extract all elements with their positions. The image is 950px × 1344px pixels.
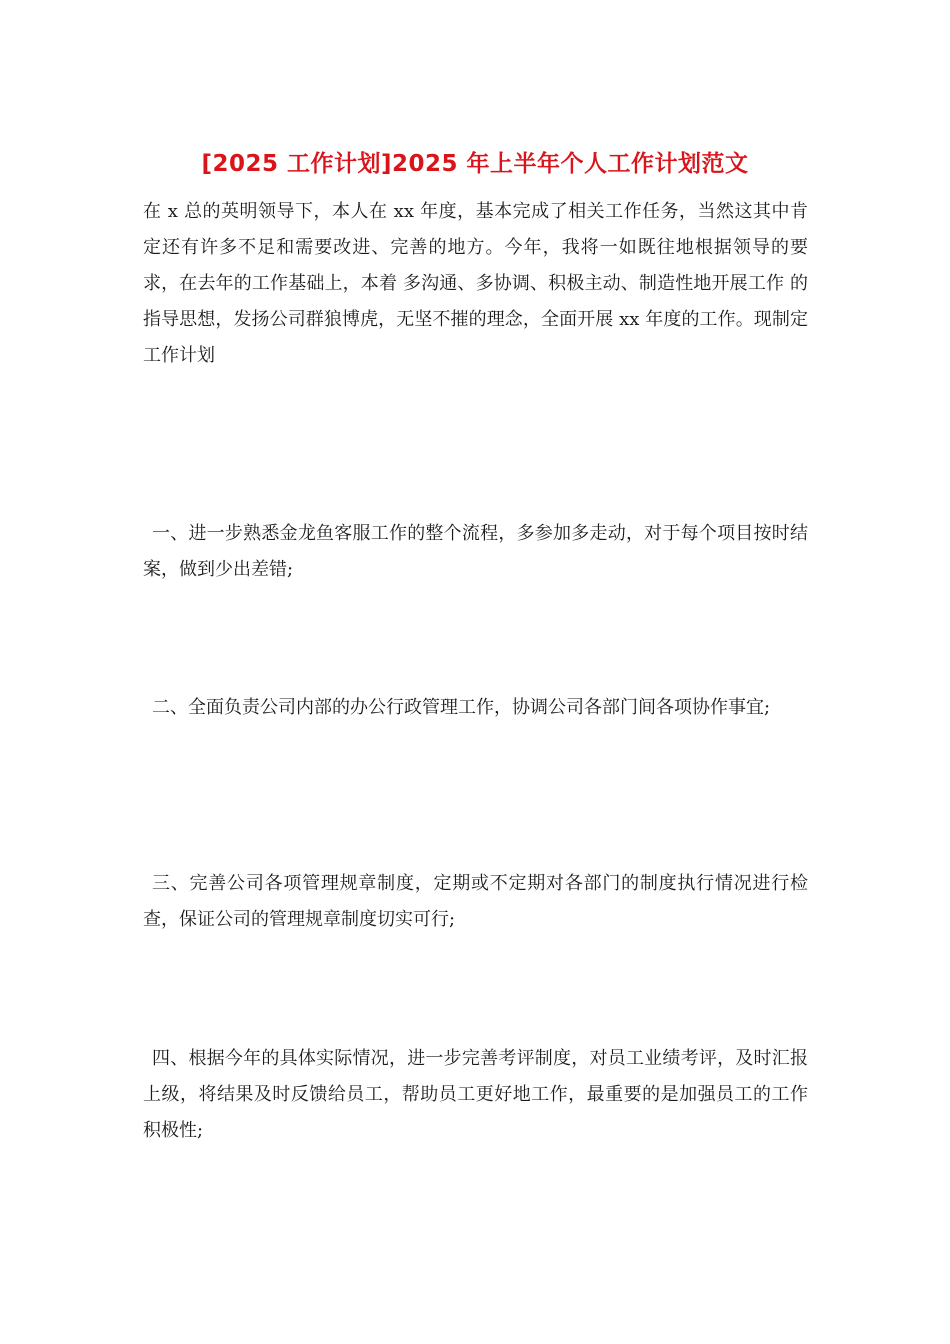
plan-item-4: 四、根据今年的具体实际情况，进一步完善考评制度，对员工业绩考评，及时汇报上级，将结果及时反馈给员工，帮助员工更好地工作，最重要的是加强员工的工作积极性; — [143, 1048, 808, 1141]
plan-item-2: 二、全面负责公司内部的办公行政管理工作，协调公司各部门间各项协作事宜; — [152, 697, 771, 718]
document-title: [2025 工作计划]2025 年上半年个人工作计划范文 — [201, 151, 749, 177]
plan-item-3: 三、完善公司各项管理规章制度，定期或不定期对各部门的制度执行情况进行检查，保证公司的管理规章制度切实可行; — [143, 873, 808, 930]
intro-paragraph: 在 x 总的英明领导下，本人在 xx 年度，基本完成了相关工作任务，当然这其中肯定还有许多不足和需要改进、完善的地方。今年，我将一如既往地根据领导的要求，在去年的工作基础上，本着 多沟通、多协调、积极主动、制造性地开展工作 的指导思想，发扬公司群狼博虎，无坚不摧的理念，全面开展 xx 年度的工作。现制定工作计划 — [143, 201, 808, 366]
plan-item-1: 一、进一步熟悉金龙鱼客服工作的整个流程，多参加多走动，对于每个项目按时结案，做到少出差错; — [143, 523, 808, 580]
